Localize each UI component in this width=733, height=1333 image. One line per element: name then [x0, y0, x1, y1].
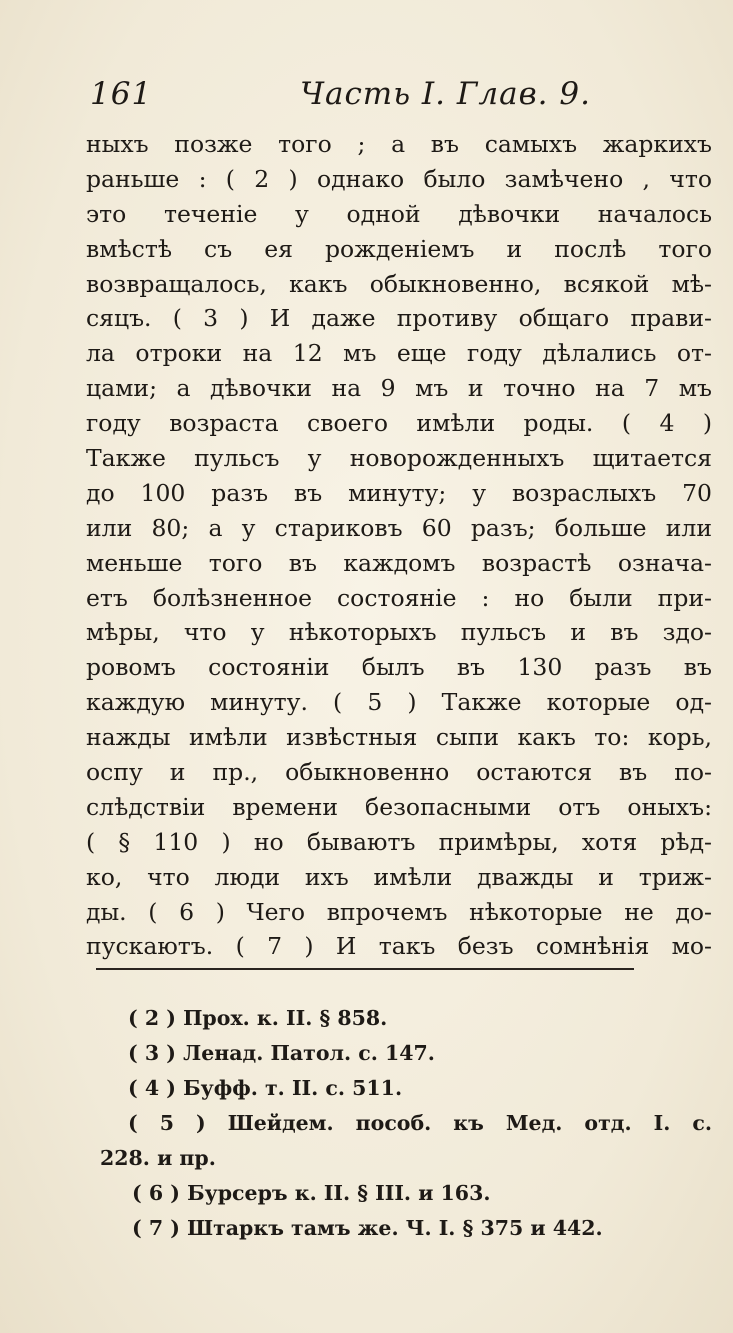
- running-head: Часть I. Глав. 9.: [300, 76, 591, 112]
- text-line: году возраста своего имѣли роды. ( 4 ): [86, 409, 712, 438]
- body-text: [86, 127, 712, 964]
- text-line: каждую минуту. ( 5 ) Также которые од-: [86, 688, 712, 717]
- text-line: ко, что люди ихъ имѣли дважды и триж-: [86, 862, 712, 891]
- footnote: ( 4 ) Буфф. т. II. с. 511.: [128, 1076, 403, 1100]
- text-line: или 80; а у стариковъ 60 разъ; больше или: [86, 513, 712, 542]
- page-header: [90, 76, 610, 120]
- page-number: 161: [90, 76, 153, 112]
- text-line: сяцъ. ( 3 ) И даже противу общаго прави-: [86, 304, 712, 333]
- text-line: слѣдствіи времени безопасными отъ оныхъ:: [86, 792, 712, 821]
- footnote: ( 2 ) Прох. к. II. § 858.: [128, 1006, 388, 1030]
- text-line: ровомъ состояніи былъ въ 130 разъ въ: [86, 653, 712, 682]
- footnote-continuation: 228. и пр.: [100, 1146, 216, 1170]
- text-line: ла отроки на 12 мъ еще году дѣлались от-: [86, 339, 712, 368]
- text-line: цами; а дѣвочки на 9 мъ и точно на 7 мъ: [86, 374, 712, 403]
- text-line: вмѣстѣ съ ея рожденіемъ и послѣ того: [86, 234, 712, 263]
- text-line: пускаютъ. ( 7 ) И такъ безъ сомнѣнія мо-: [86, 932, 712, 961]
- footnotes: [100, 1001, 712, 1246]
- text-line: Также пульсъ у новорожденныхъ щитается: [86, 444, 712, 473]
- footnote-divider: [96, 968, 634, 970]
- text-line: до 100 разъ въ минуту; у возраслыхъ 70: [86, 478, 712, 507]
- text-line: мѣры, что у нѣкоторыхъ пульсъ и въ здо-: [86, 618, 712, 647]
- footnote: ( 3 ) Ленад. Патол. с. 147.: [128, 1041, 435, 1065]
- text-line: нажды имѣли извѣстныя сыпи какъ то: корь,: [86, 723, 712, 752]
- text-line: ныхъ позже того ; а въ самыхъ жаркихъ: [86, 130, 712, 158]
- footnote: ( 5 ) Шейдем. пособ. къ Мед. отд. I. с.: [128, 1111, 712, 1135]
- text-line: ( § 110 ) но бываютъ примѣры, хотя рѣд-: [86, 827, 712, 856]
- text-line: раньше : ( 2 ) однако было замѣчено , что: [86, 164, 712, 193]
- text-line: ды. ( 6 ) Чего впрочемъ нѣкоторые не до-: [86, 897, 712, 926]
- footnote: ( 6 ) Бурсеръ к. II. § III. и 163.: [132, 1181, 491, 1205]
- text-line: етъ болѣзненное состояніе : но были при-: [86, 583, 712, 612]
- text-line: оспу и пр., обыкновенно остаются въ по-: [86, 758, 712, 787]
- text-line: это теченіе у одной дѣвочки началось: [86, 199, 712, 228]
- text-line: меньше того въ каждомъ возрастѣ означа-: [86, 548, 712, 577]
- footnote: ( 7 ) Штаркъ тамъ же. Ч. I. § 375 и 442.: [132, 1216, 603, 1240]
- text-line: возвращалось, какъ обыкновенно, всякой мѣ-: [86, 269, 712, 298]
